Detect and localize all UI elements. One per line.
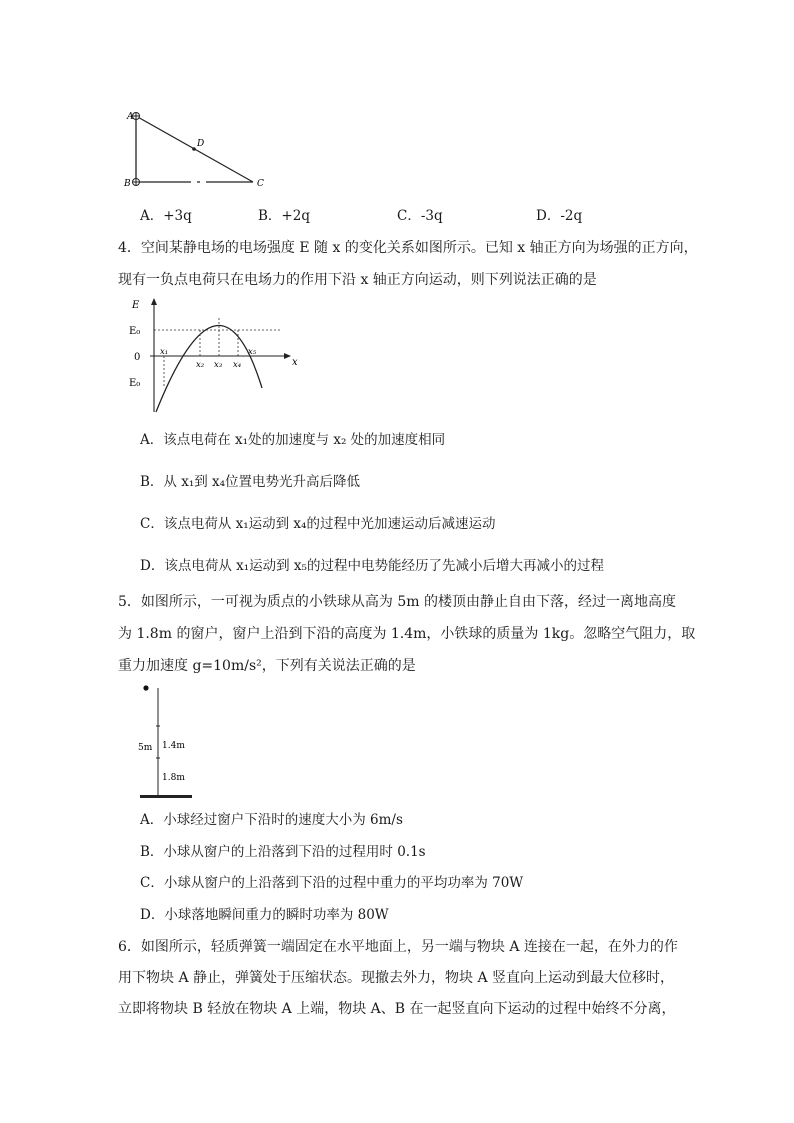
graph-label-x5: x₅ bbox=[248, 347, 257, 357]
q5-label-1.8m: 1.8m bbox=[162, 773, 185, 783]
q3-choice-b[interactable]: B．+2q bbox=[258, 208, 310, 224]
graph-label-E0-bottom: E₀ bbox=[129, 378, 141, 389]
graph-label-x: x bbox=[292, 357, 298, 368]
q4-stem-line2: 现有一负点电荷只在电场力的作用下沿 x 轴正方向运动，则下列说法正确的是 bbox=[118, 272, 597, 288]
q5-stem-line1: 5．如图所示，一可视为质点的小铁球从高为 5m 的楼顶由静止自由下落，经过一离地高度 bbox=[118, 594, 676, 610]
q3-choice-a[interactable]: A．+3q bbox=[140, 208, 192, 224]
q4-option-d[interactable]: D．该点电荷从 x₁运动到 x₅的过程中电势能经历了先减小后增大再减小的过程 bbox=[140, 558, 604, 574]
q4-stem-line1: 4．空间某静电场的电场强度 E 随 x 的变化关系如图所示。已知 x 轴正方向为场强的正方向， bbox=[118, 240, 698, 256]
q5-option-b[interactable]: B．小球从窗户的上沿落到下沿的过程用时 0.1s bbox=[140, 844, 426, 860]
q6-stem-line3: 立即将物块 B 轻放在物块 A 上端，物块 A、B 在一起竖直向下运动的过程中始终不分离， bbox=[118, 1001, 676, 1017]
q5-option-c[interactable]: C．小球从窗户的上沿落到下沿的过程中重力的平均功率为 70W bbox=[140, 875, 524, 891]
q5-stem-line2: 为 1.8m 的窗户，窗户上沿到下沿的高度为 1.4m，小铁球的质量为 1kg。忽略空气阻力，取 bbox=[118, 626, 696, 642]
q4-option-a[interactable]: A．该点电荷在 x₁处的加速度与 x₂ 处的加速度相同 bbox=[140, 432, 446, 448]
q5-option-d[interactable]: D．小球落地瞬间重力的瞬时功率为 80W bbox=[140, 907, 389, 923]
graph-label-zero: 0 bbox=[134, 352, 141, 363]
q4-option-c[interactable]: C．该点电荷从 x₁运动到 x₄的过程中光加速运动后减速运动 bbox=[140, 516, 496, 532]
graph-label-x3: x₃ bbox=[214, 360, 223, 370]
q4-e-x-graph bbox=[120, 294, 305, 422]
graph-label-x1: x₁ bbox=[160, 347, 169, 357]
label-B: B bbox=[124, 179, 131, 189]
q5-stem-line3: 重力加速度 g=10m/s²，下列有关说法正确的是 bbox=[118, 658, 416, 674]
q3-choice-c[interactable]: C．-3q bbox=[397, 208, 443, 224]
q6-stem-line1: 6．如图所示，轻质弹簧一端固定在水平地面上，另一端与物块 A 连接在一起，在外力的作 bbox=[118, 939, 678, 955]
label-A: A bbox=[127, 112, 134, 122]
q5-height-figure bbox=[134, 682, 204, 802]
label-D: D bbox=[197, 139, 205, 149]
graph-label-E0-top: E₀ bbox=[129, 326, 141, 337]
q5-label-1.4m: 1.4m bbox=[162, 741, 185, 751]
q5-label-5m: 5m bbox=[138, 743, 153, 753]
q4-option-b[interactable]: B．从 x₁到 x₄位置电势光升高后降低 bbox=[140, 474, 361, 490]
q3-choice-d[interactable]: D．-2q bbox=[536, 208, 583, 224]
graph-label-x2: x₂ bbox=[196, 360, 205, 370]
q6-stem-line2: 用下物块 A 静止，弹簧处于压缩状态。现撤去外力，物块 A 竖直向上运动到最大位移时， bbox=[118, 970, 675, 986]
graph-label-E: E bbox=[132, 300, 140, 311]
q5-option-a[interactable]: A．小球经过窗户下沿时的速度大小为 6m/s bbox=[140, 812, 403, 828]
graph-label-x4: x₄ bbox=[233, 360, 242, 370]
label-C: C bbox=[257, 179, 264, 189]
q3-triangle-figure bbox=[120, 106, 280, 194]
